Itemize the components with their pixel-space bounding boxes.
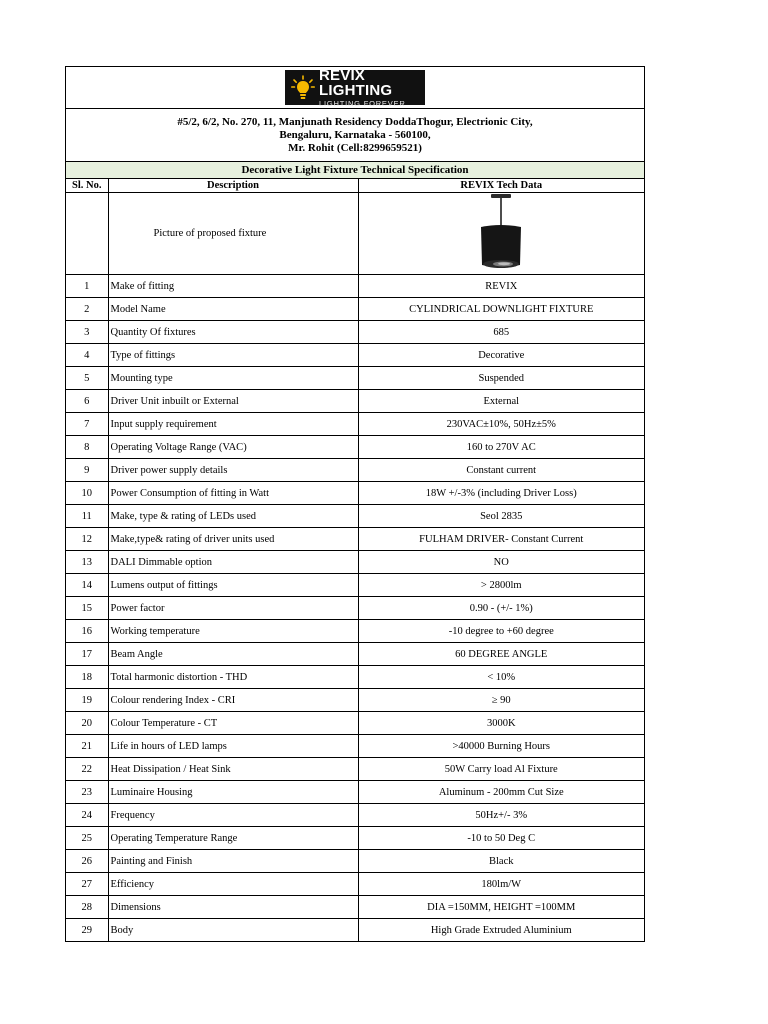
value-cell: 160 to 270V AC — [358, 436, 644, 459]
value-cell: Constant current — [358, 459, 644, 482]
sl-no-cell: 27 — [66, 873, 108, 896]
description-cell: Driver Unit inbuilt or External — [108, 390, 358, 413]
description-cell: Make,type& rating of driver units used — [108, 528, 358, 551]
address-line: Bengaluru, Karnataka - 560100, — [279, 128, 431, 141]
table-row — [66, 666, 644, 689]
description-cell: Luminaire Housing — [108, 781, 358, 804]
sl-no-cell: 18 — [66, 666, 108, 689]
description-cell: Total harmonic distortion - THD — [108, 666, 358, 689]
sl-no-cell: 4 — [66, 344, 108, 367]
sl-no-cell: 7 — [66, 413, 108, 436]
sl-no-cell: 21 — [66, 735, 108, 758]
value-cell: Seol 2835 — [358, 505, 644, 528]
table-row — [66, 436, 644, 459]
sl-no-cell: 8 — [66, 436, 108, 459]
sl-no-cell: 28 — [66, 896, 108, 919]
sl-no-cell: 25 — [66, 827, 108, 850]
table-row — [66, 873, 644, 896]
value-cell: < 10% — [358, 666, 644, 689]
sl-no-cell: 15 — [66, 597, 108, 620]
table-row — [66, 597, 644, 620]
table-row — [66, 275, 644, 298]
description-cell: Mounting type — [108, 367, 358, 390]
description-cell: Body — [108, 919, 358, 942]
sl-no-cell: 16 — [66, 620, 108, 643]
table-row — [66, 620, 644, 643]
brand-tagline: LIGHTING FOREVER — [319, 98, 406, 108]
value-cell: 685 — [358, 321, 644, 344]
value-cell: >40000 Burning Hours — [358, 735, 644, 758]
description-cell: Operating Temperature Range — [108, 827, 358, 850]
value-cell: Black — [358, 850, 644, 873]
description-cell: Working temperature — [108, 620, 358, 643]
address-line: #5/2, 6/2, No. 270, 11, Manjunath Residency DoddaThogur, Electrionic City, — [177, 115, 533, 128]
table-row — [66, 413, 644, 436]
table-row — [66, 896, 644, 919]
description-cell: Life in hours of LED lamps — [108, 735, 358, 758]
description-cell: Heat Dissipation / Heat Sink — [108, 758, 358, 781]
value-cell: 230VAC±10%, 50Hz±5% — [358, 413, 644, 436]
description-cell: Painting and Finish — [108, 850, 358, 873]
picture-sl-cell — [66, 193, 108, 275]
description-cell: Operating Voltage Range (VAC) — [108, 436, 358, 459]
description-cell: Driver power supply details — [108, 459, 358, 482]
value-cell: 60 DEGREE ANGLE — [358, 643, 644, 666]
value-cell: > 2800lm — [358, 574, 644, 597]
column-header-tech-data: REVIX Tech Data — [358, 179, 644, 193]
sl-no-cell: 6 — [66, 390, 108, 413]
spec-sheet — [65, 66, 645, 942]
column-header-description: Description — [108, 179, 358, 193]
description-cell: Model Name — [108, 298, 358, 321]
value-cell: ≥ 90 — [358, 689, 644, 712]
value-cell: Aluminum - 200mm Cut Size — [358, 781, 644, 804]
value-cell: Decorative — [358, 344, 644, 367]
column-header-sl-no: Sl. No. — [66, 179, 108, 193]
description-cell: Efficiency — [108, 873, 358, 896]
sl-no-cell: 5 — [66, 367, 108, 390]
description-cell: Quantity Of fixtures — [108, 321, 358, 344]
sl-no-cell: 23 — [66, 781, 108, 804]
description-cell: DALI Dimmable option — [108, 551, 358, 574]
value-cell: DIA =150MM, HEIGHT =100MM — [358, 896, 644, 919]
value-cell: 180lm/W — [358, 873, 644, 896]
contact-line: Mr. Rohit (Cell:8299659521) — [288, 141, 422, 154]
table-row — [66, 390, 644, 413]
value-cell: FULHAM DRIVER- Constant Current — [358, 528, 644, 551]
table-row — [66, 528, 644, 551]
logo-row — [66, 67, 644, 109]
table-row — [66, 459, 644, 482]
sl-no-cell: 19 — [66, 689, 108, 712]
sl-no-cell: 22 — [66, 758, 108, 781]
sl-no-cell: 10 — [66, 482, 108, 505]
description-cell: Make, type & rating of LEDs used — [108, 505, 358, 528]
company-logo — [285, 66, 425, 108]
value-cell: 50W Carry load Al Fixture — [358, 758, 644, 781]
value-cell: High Grade Extruded Aluminium — [358, 919, 644, 942]
description-cell: Colour rendering Index - CRI — [108, 689, 358, 712]
picture-label: Picture of proposed fixture — [108, 193, 358, 275]
sl-no-cell: 29 — [66, 919, 108, 942]
table-row — [66, 919, 644, 942]
description-cell: Lumens output of fittings — [108, 574, 358, 597]
table-row — [66, 850, 644, 873]
description-cell: Beam Angle — [108, 643, 358, 666]
table-row — [66, 482, 644, 505]
table-row — [66, 689, 644, 712]
description-cell: Dimensions — [108, 896, 358, 919]
value-cell: 50Hz+/- 3% — [358, 804, 644, 827]
sl-no-cell: 2 — [66, 298, 108, 321]
table-row — [66, 735, 644, 758]
table-row — [66, 781, 644, 804]
brand-name: REVIX LIGHTING — [319, 66, 393, 99]
value-cell: 3000K — [358, 712, 644, 735]
sl-no-cell: 13 — [66, 551, 108, 574]
value-cell: CYLINDRICAL DOWNLIGHT FIXTURE — [358, 298, 644, 321]
value-cell: 0.90 - (+/- 1%) — [358, 597, 644, 620]
table-header-row — [66, 179, 644, 193]
fixture-picture-cell — [358, 193, 644, 275]
sl-no-cell: 20 — [66, 712, 108, 735]
sl-no-cell: 24 — [66, 804, 108, 827]
table-row — [66, 712, 644, 735]
table-row — [66, 643, 644, 666]
value-cell: NO — [358, 551, 644, 574]
sl-no-cell: 14 — [66, 574, 108, 597]
description-cell: Make of fitting — [108, 275, 358, 298]
description-cell: Power Consumption of fitting in Watt — [108, 482, 358, 505]
description-cell: Frequency — [108, 804, 358, 827]
table-row — [66, 827, 644, 850]
table-row — [66, 344, 644, 367]
company-address — [66, 109, 644, 162]
pendant-fixture-image — [470, 193, 532, 271]
spec-table — [66, 179, 644, 941]
table-row — [66, 298, 644, 321]
value-cell: -10 degree to +60 degree — [358, 620, 644, 643]
description-cell: Input supply requirement — [108, 413, 358, 436]
sl-no-cell: 11 — [66, 505, 108, 528]
document-title: Decorative Light Fixture Technical Specification — [66, 162, 644, 179]
value-cell: External — [358, 390, 644, 413]
description-cell: Colour Temperature - CT — [108, 712, 358, 735]
value-cell: -10 to 50 Deg C — [358, 827, 644, 850]
table-row — [66, 367, 644, 390]
description-cell: Type of fittings — [108, 344, 358, 367]
sl-no-cell: 17 — [66, 643, 108, 666]
table-row — [66, 321, 644, 344]
value-cell: REVIX — [358, 275, 644, 298]
picture-row — [66, 193, 644, 275]
table-row — [66, 574, 644, 597]
sl-no-cell: 12 — [66, 528, 108, 551]
sl-no-cell: 1 — [66, 275, 108, 298]
table-row — [66, 758, 644, 781]
sl-no-cell: 26 — [66, 850, 108, 873]
table-row — [66, 804, 644, 827]
lightbulb-icon — [291, 75, 315, 101]
value-cell: 18W +/-3% (including Driver Loss) — [358, 482, 644, 505]
table-row — [66, 551, 644, 574]
value-cell: Suspended — [358, 367, 644, 390]
description-cell: Power factor — [108, 597, 358, 620]
sl-no-cell: 9 — [66, 459, 108, 482]
table-row — [66, 505, 644, 528]
sl-no-cell: 3 — [66, 321, 108, 344]
